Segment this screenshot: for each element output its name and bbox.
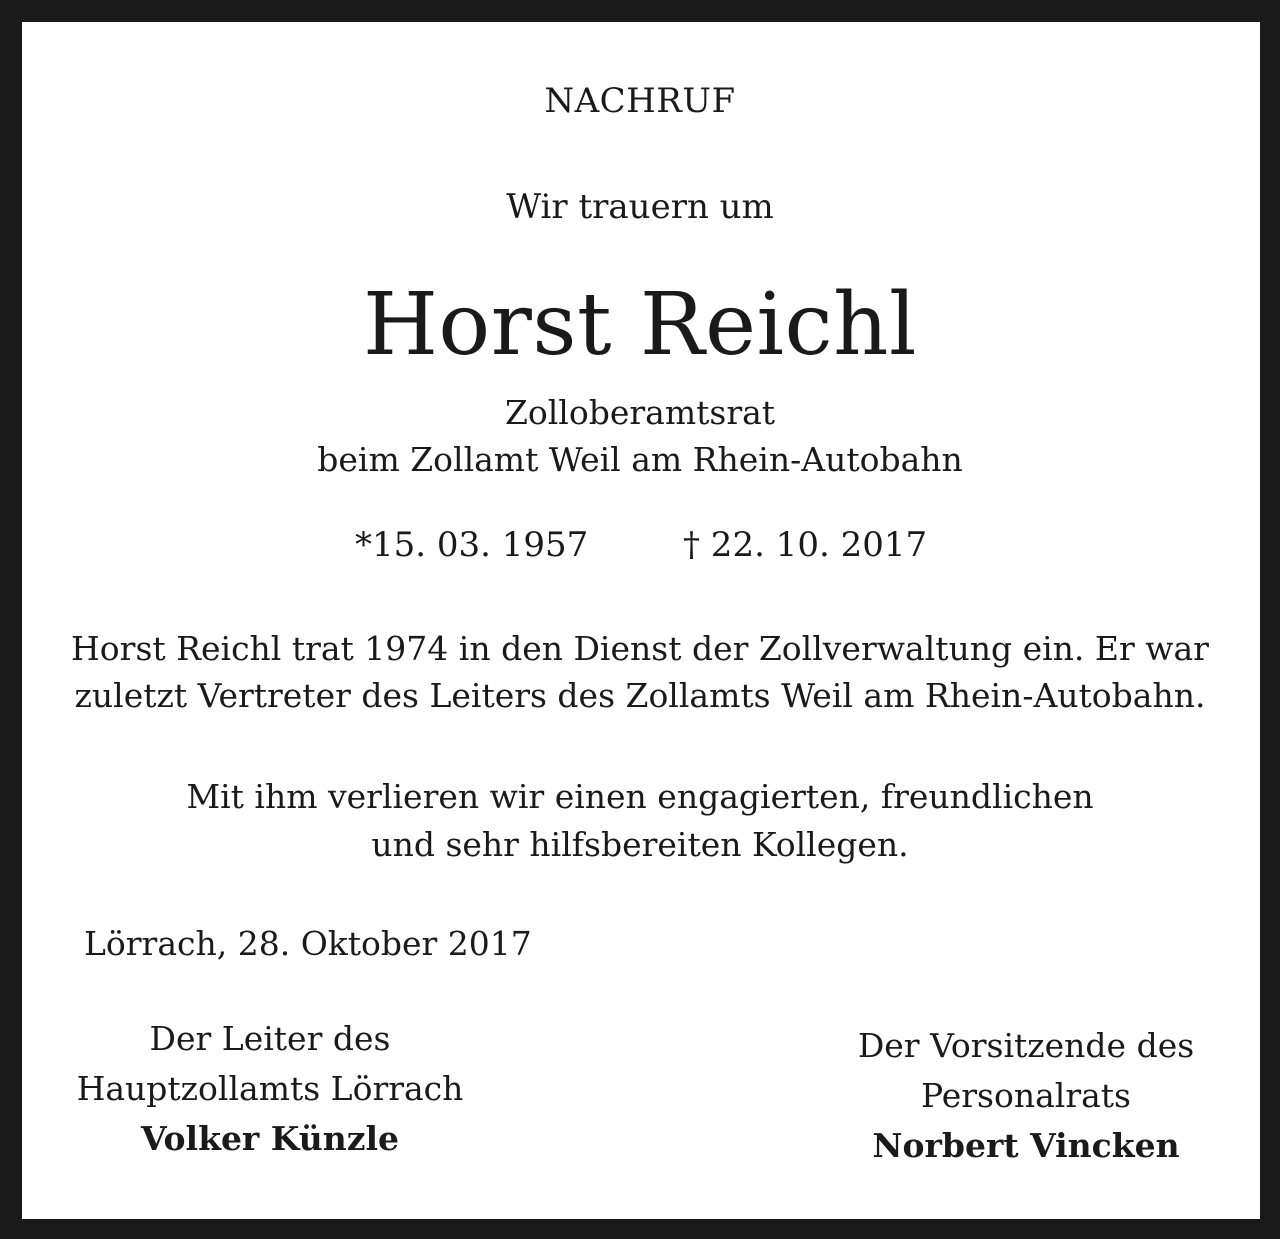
signature-left-name: Volker Künzle <box>140 1119 400 1158</box>
paragraph-career-line2: zuletzt Vertreter des Leiters des Zollamts Weil am Rhein-Autobahn. <box>74 676 1206 715</box>
paragraph-tribute-line2: und sehr hilfsbereiten Kollegen. <box>371 825 909 864</box>
notice-intro: Wir trauern um <box>506 187 774 227</box>
signature-left-role-line1: Der Leiter des <box>149 1019 391 1058</box>
signature-block-left <box>70 1019 470 1172</box>
paragraph-tribute-line1: Mit ihm verlieren wir einen engagierten, freundlichen <box>186 777 1094 816</box>
death-date: † 22. 10. 2017 <box>683 525 928 565</box>
paragraph-career-line1: Horst Reichl trat 1974 in den Dienst der Zollverwaltung ein. Er war <box>71 629 1209 668</box>
signature-right-name: Norbert Vincken <box>872 1126 1180 1165</box>
signature-block-right <box>826 1026 1226 1179</box>
signature-right-role-line1: Der Vorsitzende des <box>857 1026 1195 1065</box>
signature-left-role-line2: Hauptzollamts Lörrach <box>76 1069 464 1108</box>
notice-heading: NACHRUF <box>544 81 736 121</box>
deceased-name: Horst Reichl <box>362 275 918 375</box>
deceased-title: Zolloberamtsrat <box>504 393 776 432</box>
place-and-date: Lörrach, 28. Oktober 2017 <box>84 924 532 963</box>
signature-right-role-line2: Personalrats <box>921 1076 1131 1115</box>
birth-date: *15. 03. 1957 <box>355 525 589 565</box>
deceased-office: beim Zollamt Weil am Rhein-Autobahn <box>317 440 963 479</box>
